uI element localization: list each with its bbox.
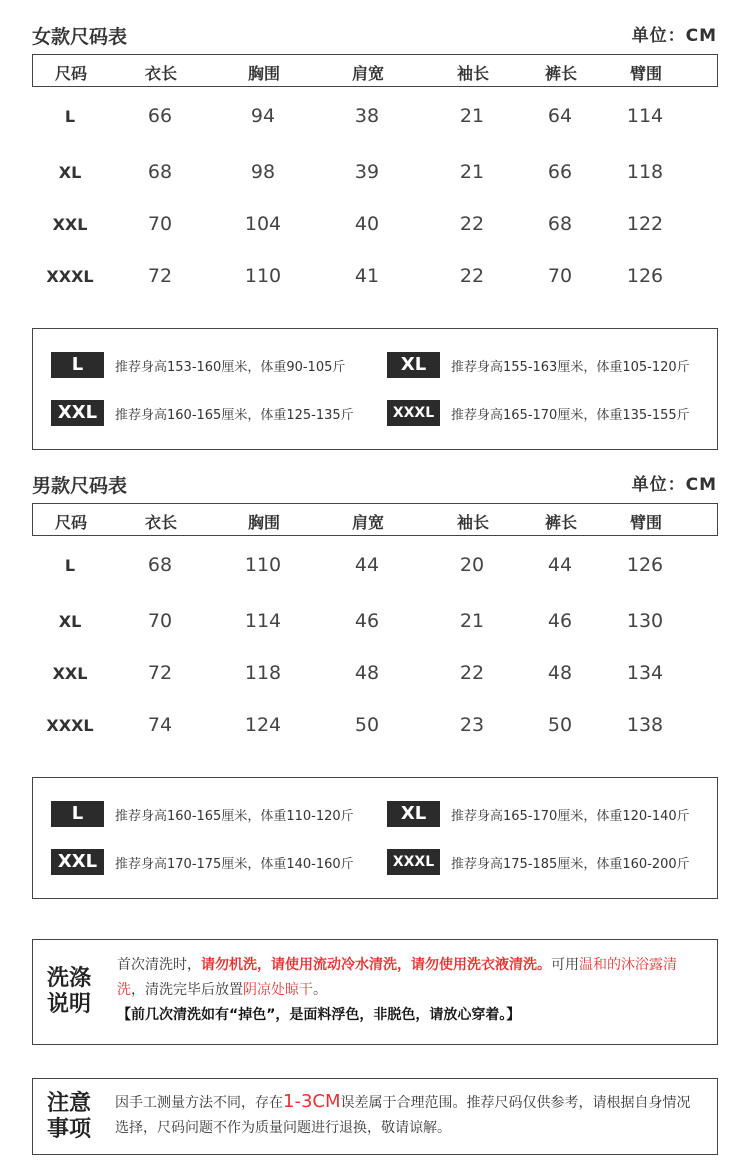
washing-warning: 请勿机洗，请使用流动冷水清洗，请勿使用洗衣液清洗。 — [201, 957, 551, 973]
men-cell-chest: 114 — [244, 610, 282, 632]
women-cell-shoulder: 38 — [354, 105, 380, 127]
women-header-arm: 臂围 — [629, 64, 663, 83]
recommend-text: 推荐身高165-170厘米，体重135-155斤 — [451, 408, 690, 423]
men-cell-chest: 124 — [244, 714, 282, 736]
men-recommend-box — [32, 777, 718, 899]
men-cell-sleeve: 22 — [459, 662, 485, 684]
table-row — [32, 712, 718, 742]
women-table-header — [32, 54, 718, 87]
notice-box — [32, 1078, 718, 1155]
washing-label: 洗涤说明 — [47, 966, 92, 1017]
women-cell-arm: 122 — [626, 213, 664, 235]
women-cell-chest: 104 — [244, 213, 282, 235]
size-badge: XXL — [51, 400, 104, 426]
washing-box — [32, 939, 718, 1045]
men-cell-sleeve: 20 — [459, 554, 485, 576]
men-cell-pants-length: 48 — [547, 662, 573, 684]
washing-part1: 首次清洗时， — [117, 957, 201, 973]
women-cell-shoulder: 40 — [354, 213, 380, 235]
women-cell-shoulder: 39 — [354, 161, 380, 183]
women-header-sleeve: 袖长 — [456, 64, 490, 83]
women-cell-pants-length: 70 — [547, 265, 573, 287]
washing-soap: 温和的沐浴露清洗 — [117, 957, 677, 998]
recommend-text: 推荐身高170-175厘米，体重140-160斤 — [115, 857, 354, 872]
women-cell-sleeve: 22 — [459, 213, 485, 235]
men-cell-length: 72 — [147, 662, 173, 684]
table-row — [32, 103, 718, 133]
men-cell-length: 74 — [147, 714, 173, 736]
men-cell-chest: 118 — [244, 662, 282, 684]
women-cell-pants-length: 64 — [547, 105, 573, 127]
washing-part7: 。 — [313, 982, 327, 998]
women-header-chest: 胸围 — [247, 64, 281, 83]
women-cell-sleeve: 21 — [459, 105, 485, 127]
men-header-shoulder: 肩宽 — [351, 513, 385, 532]
women-unit: 单位：CM — [631, 26, 717, 46]
size-badge: XL — [387, 352, 440, 378]
recommend-text: 推荐身高155-163厘米，体重105-120斤 — [451, 360, 690, 375]
notice-text — [115, 1089, 703, 1141]
washing-dry: 阴凉处晾干 — [243, 982, 313, 998]
men-cell-size: XL — [58, 612, 82, 631]
women-header-pants-length: 裤长 — [544, 64, 578, 83]
washing-text — [117, 953, 703, 1028]
washing-part3: 可用 — [551, 957, 579, 973]
washing-fade-note: 【前几次清洗如有“掉色”，是面料浮色，非脱色，请放心穿着。】 — [117, 1007, 521, 1023]
women-cell-chest: 98 — [250, 161, 276, 183]
women-cell-sleeve: 21 — [459, 161, 485, 183]
women-cell-size: L — [64, 107, 76, 126]
women-cell-arm: 114 — [626, 105, 664, 127]
women-cell-chest: 110 — [244, 265, 282, 287]
notice-label: 注意事项 — [47, 1091, 92, 1142]
men-header-length: 衣长 — [144, 513, 178, 532]
men-cell-arm: 134 — [626, 662, 664, 684]
men-header-size: 尺码 — [54, 513, 88, 532]
women-cell-chest: 94 — [250, 105, 276, 127]
women-cell-shoulder: 41 — [354, 265, 380, 287]
women-cell-arm: 126 — [626, 265, 664, 287]
men-cell-sleeve: 23 — [459, 714, 485, 736]
men-unit: 单位：CM — [631, 475, 717, 495]
recommend-text: 推荐身高160-165厘米，体重110-120斤 — [115, 809, 354, 824]
women-title: 女款尺码表 — [32, 26, 128, 48]
recommend-text: 推荐身高160-165厘米，体重125-135斤 — [115, 408, 354, 423]
women-cell-length: 70 — [147, 213, 173, 235]
men-cell-length: 70 — [147, 610, 173, 632]
size-badge: XXXL — [387, 849, 440, 875]
men-cell-chest: 110 — [244, 554, 282, 576]
women-cell-pants-length: 68 — [547, 213, 573, 235]
size-badge: L — [51, 352, 104, 378]
table-row — [32, 263, 718, 293]
table-row — [32, 552, 718, 582]
men-cell-shoulder: 44 — [354, 554, 380, 576]
notice-error-range: 1-3CM — [283, 1091, 341, 1112]
men-cell-size: L — [64, 556, 76, 575]
men-title: 男款尺码表 — [32, 475, 128, 497]
size-badge: XXXL — [387, 400, 440, 426]
men-header-chest: 胸围 — [247, 513, 281, 532]
table-row — [32, 211, 718, 241]
women-cell-sleeve: 22 — [459, 265, 485, 287]
men-cell-length: 68 — [147, 554, 173, 576]
women-cell-size: XL — [58, 163, 82, 182]
table-row — [32, 159, 718, 189]
table-row — [32, 660, 718, 690]
men-header-arm: 臂围 — [629, 513, 663, 532]
size-badge: XXL — [51, 849, 104, 875]
men-cell-shoulder: 46 — [354, 610, 380, 632]
men-header-sleeve: 袖长 — [456, 513, 490, 532]
women-header-size: 尺码 — [54, 64, 88, 83]
recommend-text: 推荐身高153-160厘米，体重90-105斤 — [115, 360, 346, 375]
table-row — [32, 608, 718, 638]
women-cell-length: 72 — [147, 265, 173, 287]
size-badge: L — [51, 801, 104, 827]
men-cell-sleeve: 21 — [459, 610, 485, 632]
women-cell-size: XXL — [52, 215, 88, 234]
women-cell-length: 66 — [147, 105, 173, 127]
men-cell-arm: 138 — [626, 714, 664, 736]
men-cell-pants-length: 46 — [547, 610, 573, 632]
size-badge: XL — [387, 801, 440, 827]
men-cell-pants-length: 50 — [547, 714, 573, 736]
men-cell-size: XXXL — [46, 716, 94, 735]
women-cell-length: 68 — [147, 161, 173, 183]
women-cell-pants-length: 66 — [547, 161, 573, 183]
men-cell-shoulder: 50 — [354, 714, 380, 736]
recommend-text: 推荐身高165-170厘米，体重120-140斤 — [451, 809, 690, 824]
women-recommend-box — [32, 328, 718, 450]
recommend-text: 推荐身高175-185厘米，体重160-200斤 — [451, 857, 690, 872]
men-header-pants-length: 裤长 — [544, 513, 578, 532]
men-cell-arm: 126 — [626, 554, 664, 576]
washing-part5: ，清洗完毕后放置 — [131, 982, 243, 998]
women-cell-size: XXXL — [46, 267, 94, 286]
women-header-length: 衣长 — [144, 64, 178, 83]
notice-part1: 因手工测量方法不同，存在 — [115, 1095, 283, 1111]
men-cell-arm: 130 — [626, 610, 664, 632]
women-cell-arm: 118 — [626, 161, 664, 183]
men-cell-shoulder: 48 — [354, 662, 380, 684]
men-table-header — [32, 503, 718, 536]
notice-part3: 误差属于合理范围。推荐尺码仅供参考，请根据自身情况选择，尺码问题不作为质量问题进行退换，敬请谅解。 — [115, 1095, 691, 1136]
men-cell-size: XXL — [52, 664, 88, 683]
men-cell-pants-length: 44 — [547, 554, 573, 576]
women-header-shoulder: 肩宽 — [351, 64, 385, 83]
